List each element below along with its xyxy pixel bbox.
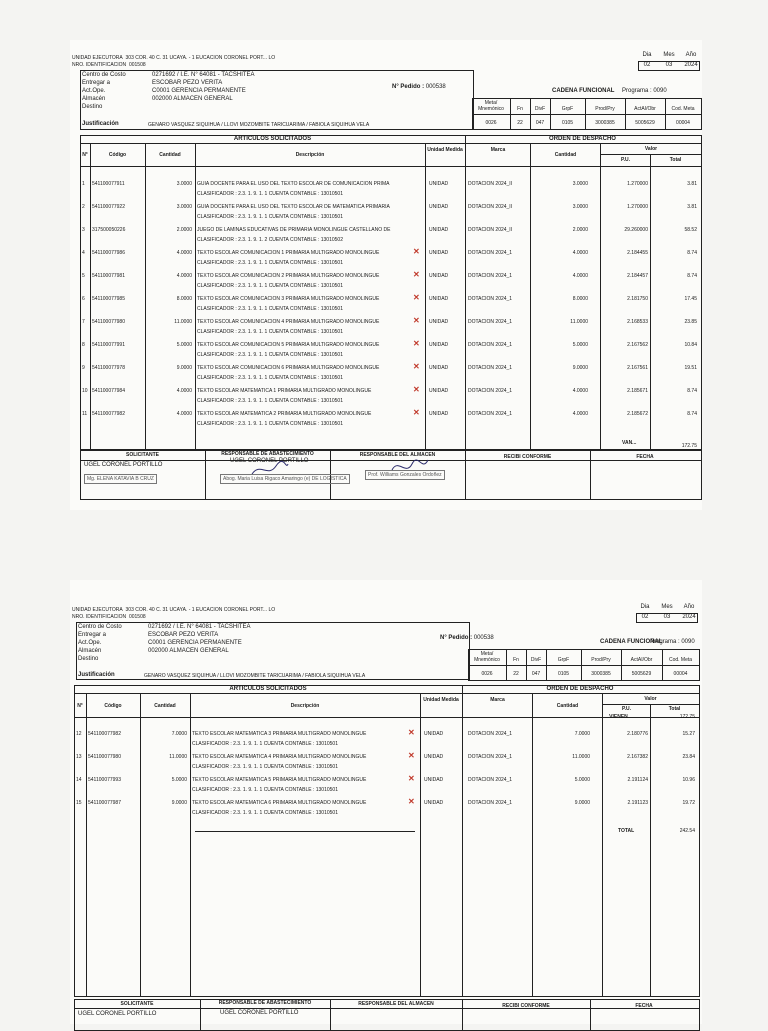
row-clasificador: CLASIFICADOR : 2.3. 1. 9. 1. 1 CUENTA CONTABLE : 13010501: [197, 191, 343, 197]
row-code: 541100077978: [92, 365, 125, 371]
almacen-value-2: 002000 ALMACEN GENERAL: [148, 648, 229, 654]
row-total: 19.51: [684, 365, 697, 371]
row-clasificador: CLASIFICADOR : 2.3. 1. 9. 1. 1 CUENTA CONTABLE : 13010501: [197, 283, 343, 289]
entregar-label: Entregar a: [82, 80, 111, 86]
cadena-v-fn: 22: [517, 120, 523, 126]
orden-title-2: ORDEN DE DESPACHO: [546, 686, 614, 692]
articulos-title: ARTICULOS SOLICITADOS: [233, 136, 312, 142]
row-description: TEXTO ESCOLAR COMUNICACION 1 PRIMARIA MULTIGRADO MONOLINGUE: [197, 250, 380, 256]
col-descripcion-2: Descripción: [290, 703, 320, 709]
row-qty: 11.0000: [174, 319, 192, 325]
row-number: 2: [82, 204, 85, 210]
col-valor: Valor: [644, 146, 658, 152]
col-descripcion: Descripción: [295, 152, 325, 158]
row-unit: UNIDAD: [429, 296, 449, 302]
col-cantidad-2: Cantidad: [154, 703, 176, 709]
row-unit: UNIDAD: [429, 342, 449, 348]
row-qty: 4.0000: [176, 250, 192, 256]
centro-costo-value-2: 0271692 / I.E. N° 64081 - TACSHITEA: [148, 624, 251, 630]
row-description: TEXTO ESCOLAR MATEMATICA 3 PRIMARIA MULTIGRADO MONOLINGUE: [192, 731, 367, 737]
actope-label-2: Act.Ope.: [78, 640, 102, 646]
row-number: 1: [82, 181, 85, 187]
date-values: 02 03 2024: [643, 62, 698, 68]
cadena-h-meta: Meta/ Mnemónico: [478, 100, 504, 112]
sig-almacen: RESPONSABLE DEL ALMACEN: [359, 452, 436, 458]
row-clasificador: CLASIFICADOR : 2.3. 1. 9. 1. 1 CUENTA CONTABLE : 13010501: [192, 741, 338, 747]
date-values-2: 02 03 2024: [641, 614, 696, 620]
cadena-funcional-label-2: CADENA FUNCIONAL: [600, 639, 663, 645]
check-mark-icon: ✕: [413, 316, 420, 325]
row-description: TEXTO ESCOLAR COMUNICACION 2 PRIMARIA MULTIGRADO MONOLINGUE: [197, 273, 380, 279]
row-unit: UNIDAD: [429, 319, 449, 325]
row-pu: 1.270000: [627, 204, 648, 210]
col-total-2: Total: [668, 706, 681, 712]
justificacion-value-2: GENARO VASQUEZ SIQUIHUA / LLOVI MOZOMBITE TARICUARIMA / FABIOLA SIQUIHUA VELA: [144, 673, 366, 679]
row-qty: 2.0000: [176, 227, 192, 233]
row-total: 8.74: [687, 250, 697, 256]
row-qty-despacho: 4.0000: [572, 250, 588, 256]
row-pu: 2.167382: [627, 754, 648, 760]
row-total: 10.96: [682, 777, 695, 783]
row-description: TEXTO ESCOLAR MATEMATICA 1 PRIMARIA MULTIGRADO MONOLINGUE: [197, 388, 372, 394]
check-mark-icon: ✕: [408, 728, 415, 737]
col-pu-2: P.U.: [621, 706, 632, 712]
row-total: 19.72: [682, 800, 695, 806]
almacen-value: 002000 ALMACEN GENERAL: [152, 96, 233, 102]
row-number: 7: [82, 319, 85, 325]
row-code: 541100077922: [92, 204, 125, 210]
sig-fecha: FECHA: [636, 454, 654, 460]
cadena2-h-actai: ActAI/Obr: [630, 657, 653, 663]
sig-recibi: RECIBI CONFORME: [503, 454, 552, 460]
row-pu: 2.184457: [627, 273, 648, 279]
row-description: TEXTO ESCOLAR MATEMATICA 6 PRIMARIA MULTIGRADO MONOLINGUE: [192, 800, 367, 806]
centro-costo-label-2: Centro de Costo: [78, 624, 122, 630]
centro-costo-label: Centro de Costo: [82, 72, 126, 78]
nro-identificacion: NRO. IDENTIFICACION 001508: [72, 62, 146, 68]
row-marca: DOTACION 2024_1: [468, 319, 513, 325]
nro-identificacion-2: NRO. IDENTIFICACION 001508: [72, 614, 146, 620]
sig-recibi-2: RECIBI CONFORME: [502, 1003, 550, 1009]
row-total: 3.81: [687, 204, 697, 210]
entregar-value: ESCOBAR PEZO VERITA: [152, 80, 223, 86]
row-number: 9: [82, 365, 85, 371]
row-pu: 2.191124: [627, 777, 648, 783]
row-code: 317500050226: [92, 227, 126, 233]
row-total: 3.81: [687, 181, 697, 187]
col-cantidad-despacho: Cantidad: [554, 152, 577, 158]
col-n-2: N°: [77, 703, 83, 709]
total-label: TOTAL: [618, 828, 635, 834]
pedido-2: N° Pedido : 000538: [440, 635, 494, 641]
cadena2-v-divf: 047: [531, 671, 541, 677]
col-marca: Marca: [490, 147, 506, 153]
cadena-v-meta: 0026: [485, 120, 497, 126]
cadena2-h-prod: Prod/Pry: [591, 657, 611, 663]
row-pu: 2.167561: [627, 365, 648, 371]
cadena-h-divf: DivF: [534, 106, 546, 112]
cadena-h-meta-code: Cod. Meta: [671, 106, 695, 112]
entregar-label-2: Entregar a: [78, 632, 107, 638]
programa-label-2: Programa : 0090: [650, 639, 695, 645]
row-total: 10.84: [684, 342, 697, 348]
row-clasificador: CLASIFICADOR : 2.3. 1. 9. 1. 1 CUENTA CONTABLE : 13010501: [197, 375, 343, 381]
row-number: 10: [82, 388, 88, 394]
check-mark-icon: ✕: [408, 751, 415, 760]
articulos-title-2: ARTICULOS SOLICITADOS: [229, 686, 307, 692]
ugel-text-1: UGEL CORONEL PORTILLO: [84, 462, 163, 468]
row-qty: 9.0000: [176, 365, 192, 371]
sig-solicitante: SOLICITANTE: [126, 452, 159, 458]
cadena2-v-actai: 5005629: [631, 671, 652, 677]
row-qty-despacho: 4.0000: [572, 388, 588, 394]
row-unit: UNIDAD: [429, 250, 449, 256]
check-mark-icon: ✕: [413, 362, 420, 371]
row-unit: UNIDAD: [424, 754, 444, 760]
actope-value: C0001 GERENCIA PERMANENTE: [152, 88, 246, 94]
col-codigo-2: Código: [104, 703, 122, 709]
cadena2-v-meta: 0026: [481, 671, 493, 677]
row-number: 15: [76, 800, 82, 806]
stamp-almacen: Prof. Williams Gonzales Ordoñez: [365, 470, 445, 480]
row-qty-despacho: 2.0000: [572, 227, 588, 233]
row-marca: DOTACION 2024_1: [468, 365, 513, 371]
row-qty: 5.0000: [176, 342, 192, 348]
date-header-2: Dia Mes Año: [640, 604, 695, 610]
row-code: 541100077980: [88, 754, 121, 760]
col-codigo: Código: [108, 152, 127, 158]
row-description: TEXTO ESCOLAR MATEMATICA 2 PRIMARIA MULTIGRADO MONOLINGUE: [197, 411, 372, 417]
row-clasificador: CLASIFICADOR : 2.3. 1. 9. 1. 1 CUENTA CONTABLE : 13010501: [197, 398, 343, 404]
cadena2-h-meta-code: Cod. Meta: [668, 657, 693, 663]
programa-label: Programa : 0090: [622, 88, 667, 94]
row-clasificador: CLASIFICADOR : 2.3. 1. 9. 1. 1 CUENTA CONTABLE : 13010501: [197, 214, 343, 220]
row-marca: DOTACION 2024_1: [468, 273, 513, 279]
cadena-h-grpf: GrpF: [561, 106, 574, 112]
row-clasificador: CLASIFICADOR : 2.3. 1. 9. 1. 1 CUENTA CONTABLE : 13010501: [197, 260, 343, 266]
cadena-h-prod: Prod/Pry: [595, 106, 615, 112]
row-code: 541100077985: [92, 296, 125, 302]
row-total: 15.27: [682, 731, 695, 737]
row-qty-despacho: 9.0000: [572, 365, 588, 371]
van-value: 172.75: [681, 443, 697, 449]
document-page-1: [70, 40, 702, 510]
check-mark-icon: ✕: [413, 247, 420, 256]
row-qty: 3.0000: [176, 204, 192, 210]
col-unidad: Unidad Medida: [427, 147, 463, 153]
row-pu: 2.167562: [627, 342, 648, 348]
ugel-text-2: UGEL CORONEL PORTILLO: [230, 458, 309, 464]
cadena2-h-meta: Meta/ Mnemónico: [474, 651, 500, 663]
row-qty: 8.0000: [176, 296, 192, 302]
row-marca: DOTACION 2024_1: [468, 388, 513, 394]
cadena-v-grpf: 0105: [561, 120, 574, 126]
row-qty-despacho: 3.0000: [572, 204, 588, 210]
row-qty-despacho: 4.0000: [572, 273, 588, 279]
signature-scribble-2: [390, 458, 430, 476]
orden-title: ORDEN DE DESPACHO: [549, 136, 616, 142]
row-code: 541100077993: [88, 777, 121, 783]
row-marca: DOTACION 2024_1: [468, 296, 513, 302]
check-mark-icon: ✕: [408, 774, 415, 783]
row-qty: 4.0000: [176, 273, 192, 279]
row-total: 58.52: [684, 227, 697, 233]
row-number: 5: [82, 273, 85, 279]
row-number: 14: [76, 777, 82, 783]
row-qty-despacho: 9.0000: [574, 800, 590, 806]
row-code: 541100077984: [92, 388, 125, 394]
row-qty: 5.0000: [171, 777, 187, 783]
row-qty: 7.0000: [171, 731, 187, 737]
header-box: [80, 70, 474, 130]
row-clasificador: CLASIFICADOR : 2.3. 1. 9. 1. 1 CUENTA CONTABLE : 13010501: [192, 810, 338, 816]
row-unit: UNIDAD: [424, 777, 444, 783]
row-marca: DOTACION 2024_1: [468, 754, 513, 760]
row-qty-despacho: 5.0000: [574, 777, 590, 783]
col-unidad-2: Unidad Medida: [423, 697, 459, 703]
entregar-value-2: ESCOBAR PEZO VERITA: [148, 632, 219, 638]
row-description: JUEGO DE LAMINAS EDUCATIVAS DE PRIMARIA MONOLINGUE CASTELLANO DE: [197, 227, 391, 233]
centro-costo-value: 0271692 / I.E. N° 64081 - TACSHITEA: [152, 72, 255, 78]
row-code: 541100077911: [92, 181, 125, 187]
col-valor-2: Valor: [644, 696, 657, 702]
row-marca: DOTACION 2024_II: [468, 181, 513, 187]
destino-label: Destino: [82, 104, 103, 110]
row-number: 6: [82, 296, 85, 302]
row-marca: DOTACION 2024_1: [468, 411, 513, 417]
cadena-h-actai: ActAI/Obr: [634, 106, 656, 112]
col-cantidad: Cantidad: [159, 152, 181, 158]
header-box-2: [76, 622, 470, 680]
row-total: 23.84: [682, 754, 695, 760]
row-clasificador: CLASIFICADOR : 2.3. 1. 9. 1. 2 CUENTA CONTABLE : 13010502: [197, 237, 343, 243]
row-clasificador: CLASIFICADOR : 2.3. 1. 9. 1. 1 CUENTA CONTABLE : 13010501: [192, 787, 338, 793]
cadena2-h-divf: DivF: [530, 657, 542, 663]
col-total: Total: [669, 157, 682, 163]
row-qty: 9.0000: [171, 800, 187, 806]
row-number: 12: [76, 731, 82, 737]
row-qty: 11.0000: [169, 754, 187, 760]
row-code: 541100077982: [88, 731, 121, 737]
cadena-h-fn: Fn: [517, 106, 523, 112]
row-marca: DOTACION 2024_1: [468, 731, 513, 737]
date-header: Dia Mes Año: [642, 52, 697, 58]
row-pu: 2.191123: [627, 800, 648, 806]
row-number: 3: [82, 227, 85, 233]
sig-almacen-2: RESPONSABLE DEL ALMACEN: [358, 1001, 434, 1007]
vienen-value: 172.75: [679, 714, 695, 720]
row-code: 541100077980: [92, 319, 125, 325]
row-unit: UNIDAD: [429, 204, 449, 210]
justificacion-value: GENARO VASQUEZ SIQUIHUA / LLOVI MOZOMBITE TARICUARIMA / FABIOLA SIQUIHUA VELA: [148, 122, 370, 128]
row-marca: DOTACION 2024_1: [468, 250, 513, 256]
cadena2-h-fn: Fn: [513, 657, 519, 663]
cadena-v-divf: 047: [535, 120, 545, 126]
row-unit: UNIDAD: [429, 181, 449, 187]
row-clasificador: CLASIFICADOR : 2.3. 1. 9. 1. 1 CUENTA CONTABLE : 13010501: [197, 421, 343, 427]
row-description: TEXTO ESCOLAR COMUNICACION 4 PRIMARIA MULTIGRADO MONOLINGUE: [197, 319, 380, 325]
van-label: VAN...: [622, 440, 637, 446]
row-number: 13: [76, 754, 82, 760]
row-marca: DOTACION 2024_1: [468, 777, 513, 783]
vienen-label: ...VIENEN: [605, 714, 628, 720]
row-qty-despacho: 3.0000: [572, 181, 588, 187]
row-pu: 1.270000: [627, 181, 648, 187]
check-mark-icon: ✕: [413, 339, 420, 348]
row-pu: 2.185671: [627, 388, 648, 394]
row-description: TEXTO ESCOLAR COMUNICACION 3 PRIMARIA MULTIGRADO MONOLINGUE: [197, 296, 380, 302]
col-cantidad-despacho-2: Cantidad: [556, 703, 579, 709]
sig-fecha-2: FECHA: [635, 1003, 653, 1009]
row-unit: UNIDAD: [429, 365, 449, 371]
cadena2-v-prod: 3000385: [591, 671, 611, 677]
row-number: 4: [82, 250, 85, 256]
cadena-v-actai: 5005629: [635, 120, 655, 126]
row-clasificador: CLASIFICADOR : 2.3. 1. 9. 1. 1 CUENTA CONTABLE : 13010501: [192, 764, 338, 770]
row-total: 17.45: [684, 296, 697, 302]
row-pu: 29.260000: [624, 227, 648, 233]
row-description: GUIA DOCENTE PARA EL USO DEL TEXTO ESCOLAR DE MATEMATICA PRIMARIA: [197, 204, 390, 210]
row-total: 8.74: [687, 273, 697, 279]
row-qty-despacho: 8.0000: [572, 296, 588, 302]
row-unit: UNIDAD: [424, 731, 444, 737]
destino-label-2: Destino: [78, 656, 99, 662]
cadena2-h-grpf: GrpF: [557, 657, 570, 663]
row-total: 8.74: [687, 411, 697, 417]
row-pu: 2.168533: [627, 319, 648, 325]
col-n: N°: [82, 152, 88, 158]
row-code: 541100077982: [92, 411, 125, 417]
sig-abastecimiento-2: RESPONSABLE DE ABASTECIMIENTO: [218, 1000, 312, 1006]
row-total: 23.85: [684, 319, 697, 325]
ugel-text-4: UGEL CORONEL PORTILLO: [220, 1010, 299, 1016]
pedido: N° Pedido : 000538: [392, 84, 446, 90]
row-code: 541100077981: [92, 273, 125, 279]
row-clasificador: CLASIFICADOR : 2.3. 1. 9. 1. 1 CUENTA CONTABLE : 13010501: [197, 306, 343, 312]
cadena-funcional-label: CADENA FUNCIONAL: [552, 88, 615, 94]
row-code: 541100077986: [92, 250, 125, 256]
check-mark-icon: ✕: [413, 270, 420, 279]
row-description: GUIA DOCENTE PARA EL USO DEL TEXTO ESCOLAR DE COMUNICACION PRIMA: [197, 181, 390, 187]
unidad-ejecutora: UNIDAD EJECUTORA 303 COR. 40 C. 31 UCAYA. - 1 EUCACION CORONEL PORT... LO: [72, 55, 276, 61]
row-marca: DOTACION 2024_1: [468, 800, 513, 806]
row-number: 11: [82, 411, 88, 417]
row-unit: UNIDAD: [424, 800, 444, 806]
cadena-v-meta-code: 00004: [676, 120, 690, 126]
sig-abastecimiento: RESPONSABLE DE ABASTECIMIENTO: [221, 451, 314, 457]
almacen-label-2: Almacén: [78, 648, 102, 654]
stamp-logistica: Abog. Maria Luisa Rigaco Amaringo (e) DE LOGISTICA: [220, 474, 350, 484]
row-pu: 2.180776: [627, 731, 648, 737]
row-unit: UNIDAD: [429, 411, 449, 417]
cadena-v-prod: 3000385: [595, 120, 615, 126]
signature-scribble-1: [250, 460, 290, 478]
row-total: 8.74: [687, 388, 697, 394]
row-clasificador: CLASIFICADOR : 2.3. 1. 9. 1. 1 CUENTA CONTABLE : 13010501: [197, 329, 343, 335]
row-description: TEXTO ESCOLAR COMUNICACION 5 PRIMARIA MULTIGRADO MONOLINGUE: [197, 342, 380, 348]
row-description: TEXTO ESCOLAR MATEMATICA 4 PRIMARIA MULTIGRADO MONOLINGUE: [192, 754, 367, 760]
row-qty-despacho: 11.0000: [570, 319, 588, 325]
row-marca: DOTACION 2024_1: [468, 342, 513, 348]
row-qty-despacho: 11.0000: [572, 754, 590, 760]
row-qty: 4.0000: [176, 388, 192, 394]
row-marca: DOTACION 2024_II: [468, 204, 513, 210]
unidad-ejecutora-2: UNIDAD EJECUTORA 303 COR. 40 C. 31 UCAYA. - 1 EUCACION CORONEL PORT... LO: [72, 607, 276, 613]
row-qty: 4.0000: [176, 411, 192, 417]
row-unit: UNIDAD: [429, 227, 449, 233]
justificacion-label: Justificación: [82, 121, 119, 127]
check-mark-icon: ✕: [413, 293, 420, 302]
row-description: TEXTO ESCOLAR MATEMATICA 5 PRIMARIA MULTIGRADO MONOLINGUE: [192, 777, 367, 783]
check-mark-icon: ✕: [413, 385, 420, 394]
row-clasificador: CLASIFICADOR : 2.3. 1. 9. 1. 1 CUENTA CONTABLE : 13010501: [197, 352, 343, 358]
row-unit: UNIDAD: [429, 388, 449, 394]
row-qty-despacho: 4.0000: [572, 411, 588, 417]
row-qty: 3.0000: [176, 181, 192, 187]
row-pu: 2.181750: [627, 296, 648, 302]
row-marca: DOTACION 2024_II: [468, 227, 513, 233]
row-number: 8: [82, 342, 85, 348]
row-qty-despacho: 5.0000: [572, 342, 588, 348]
row-pu: 2.185672: [627, 411, 648, 417]
row-description: TEXTO ESCOLAR COMUNICACION 6 PRIMARIA MULTIGRADO MONOLINGUE: [197, 365, 380, 371]
document-page-2: [70, 580, 702, 1024]
cadena2-v-grpf: 0105: [557, 671, 570, 677]
row-pu: 2.184455: [627, 250, 648, 256]
sig-solicitante-2: SOLICITANTE: [120, 1001, 154, 1007]
actope-label: Act.Ope.: [82, 88, 106, 94]
check-mark-icon: ✕: [413, 408, 420, 417]
almacen-label: Almacén: [82, 96, 106, 102]
row-qty-despacho: 7.0000: [574, 731, 590, 737]
row-code: 541100077991: [92, 342, 125, 348]
stamp-solicitante: Mg. ELENA KATAVIA B CRUZ: [84, 474, 157, 484]
col-pu: P.U.: [620, 157, 631, 163]
check-mark-icon: ✕: [408, 797, 415, 806]
total-value: 242.54: [679, 828, 695, 834]
row-code: 541100077987: [88, 800, 121, 806]
col-marca-2: Marca: [490, 697, 505, 703]
cadena2-v-meta-code: 00004: [673, 671, 688, 677]
cadena2-v-fn: 22: [513, 671, 519, 677]
justificacion-label-2: Justificación: [78, 672, 115, 678]
actope-value-2: C0001 GERENCIA PERMANENTE: [148, 640, 242, 646]
ugel-text-3: UGEL CORONEL PORTILLO: [78, 1011, 157, 1017]
row-unit: UNIDAD: [429, 273, 449, 279]
